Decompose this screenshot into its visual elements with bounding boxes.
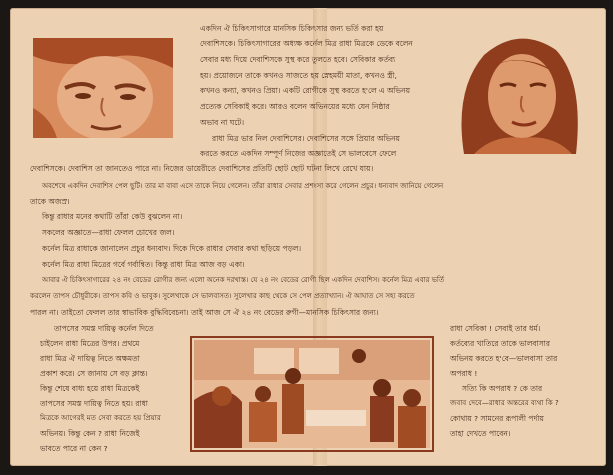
text-line: কিন্তু রাধার মনের কথাটি তাঁরা কেউ বুঝলেন না। — [42, 212, 183, 221]
text-line: কর্নেল মিত্র রাধা মিত্রের গর্বে গর্বান্বিত। কিন্তু রাধা মিত্র আজ বড় একা। — [42, 260, 245, 269]
booklet-page — [10, 8, 606, 466]
text-line: প্রকাশ করে। সে জানায় সে বড় ক্লান্ত। — [40, 369, 148, 378]
text-line: রাধা মিত্র ভার নিল দেবাশিসের। দেবাশিসের সঙ্গে প্রিয়ার অভিনয় — [212, 134, 400, 143]
text-line: কর্নেল মিত্র রাধাকে জানালেন প্রচুর ধন্যবাদ। দিকে দিকে রাধার সেবার কথা ছড়িয়ে পড়ল। — [42, 244, 302, 253]
text-line: চাইলেন রাধা মিত্রের উপর। প্রথমে — [40, 339, 140, 348]
text-line: অভাব না ঘটে। — [200, 118, 245, 127]
text-line: তাহা দেখতে পাবেন। — [450, 429, 511, 438]
text-line: তাপসের সমস্ত দায়িত্ব কর্নেল দিতে — [54, 324, 154, 333]
hospital-scene-photo — [194, 340, 430, 448]
text-line: ভাবতে পারে না কেন ? — [40, 444, 108, 453]
text-line: কিন্তু শেষে বাধ্য হয়ে রাধা মিত্রকেই — [40, 384, 140, 393]
text-line: মিত্রকে আগেরই মত সেবা করতে হয় প্রিয়ার — [40, 414, 161, 422]
woman-portrait-photo — [444, 30, 586, 154]
hospital-scene-frame — [190, 336, 434, 452]
text-line: কোথায় ? সামনের রূপালী পর্দায় — [450, 414, 544, 423]
text-line: রাধা মিত্র ঐ দায়িত্ব নিতে অক্ষমতা — [40, 354, 140, 363]
text-line: একদিন ঐ চিকিৎসাগারে মানসিক চিকিৎসার জন্য ভর্তি করা হয় — [200, 24, 384, 33]
text-line: অবশেষে একদিন দেবাশিস পেল ছুটি। তার মা বাবা এসে তাকে নিয়ে গেলেন। তাঁরা রাধার সেবার প্রশংসা করে গেলেন প্রচুর। ধন্যবাদ জানিয়ে গেলেন — [42, 182, 444, 190]
text-line: সকলের অজ্ঞাতে—রাধা ফেলল চোখের জল। — [42, 228, 175, 237]
text-line: করলেন তাপস চৌধুরীকে। তাপস কবি ও ভাবুক। সুলেখাকে সে ভালবাসত। সুলেখার কাছ থেকে সে পেল প্রত্যাখ্যান। ঐ আঘাত সে সহ্য করতে — [30, 292, 415, 300]
text-line: কর্তব্যের খাতিরে তাকে ভালবাসার — [450, 339, 550, 348]
text-line: সত্যি কি অপরাধ ? কে তার — [462, 384, 543, 393]
text-line: আবার ঐ চিকিৎসাগারের ২৪ নং বেডের রোগীর জন্য এলো অনেক দরখাস্ত। যে ২৪ নং বেডের রোগী ছিল একদিন দেবাশিস। কর্নেল মিত্র এবার ভর্তি — [42, 276, 445, 284]
text-line: হয়। প্রয়োজনে তাকে কখনও সাজতে হয় স্নেহময়ী মাতা, কখনও স্ত্রী, — [200, 71, 397, 80]
text-line: অভিনয়। কিন্তু কেন ? রাধা নিজেই — [40, 429, 140, 438]
text-line: তাপসের সমস্ত দায়িত্ব নিতে হয়। রাধা — [40, 399, 148, 408]
text-line: প্রত্যেক সেবিকাই করে। আরও বলেন অভিনয়ের মধ্যে যেন নিষ্ঠার — [200, 102, 390, 111]
text-line: অভিনয় করতে হ'বে—ভালবাসা তার — [450, 354, 558, 363]
text-line: দেবাশিসকে। চিকিৎসাগারের অধ্যক্ষ কর্নেল মিত্র রাধা মিত্রকে ডেকে বলেন — [200, 39, 413, 48]
text-line: কখনও কন্যা, কখনও প্রিয়া। একটি রোগীকে সুস্থ করতে হ'লে এ অভিনয় — [200, 86, 410, 95]
text-line: করতে করতে একদিন সম্পূর্ণ নিজের অজ্ঞাতেই সে ভালবেসে ফেলে — [200, 149, 397, 158]
text-line: তাকে অজস্র। — [30, 197, 70, 206]
text-line: জবাব দেবে—রাধার অন্তরের ব্যথা কি ? — [450, 399, 559, 407]
man-portrait-photo — [33, 38, 173, 138]
text-line: দেবাশিসকে। দেবাশিস তা জানতেও পারে না। নিজের ডায়েরীতে দেবাশিসের প্রতিটি ছোট ছোট ঘটনা লিখে রেখে যায়। — [30, 164, 374, 173]
text-line: সেবার মধ্য দিয়ে দেবাশিসকে সুস্থ করে তুলতে হবে। সেবিকার কর্তব্য — [200, 55, 396, 64]
text-line: পারল না। তাইতো ফেলল তার স্বাভাবিক বুদ্ধিবিবেচনা। তাই আজ সে ঐ ২৪ নং বেডের রুগী—মানসিক চিকিৎসার জন্য। — [30, 308, 379, 317]
text-line: অপরাধ ! — [450, 369, 478, 378]
text-line: রাধা সেবিকা ! সেবাই তার ধর্ম। — [450, 324, 541, 333]
